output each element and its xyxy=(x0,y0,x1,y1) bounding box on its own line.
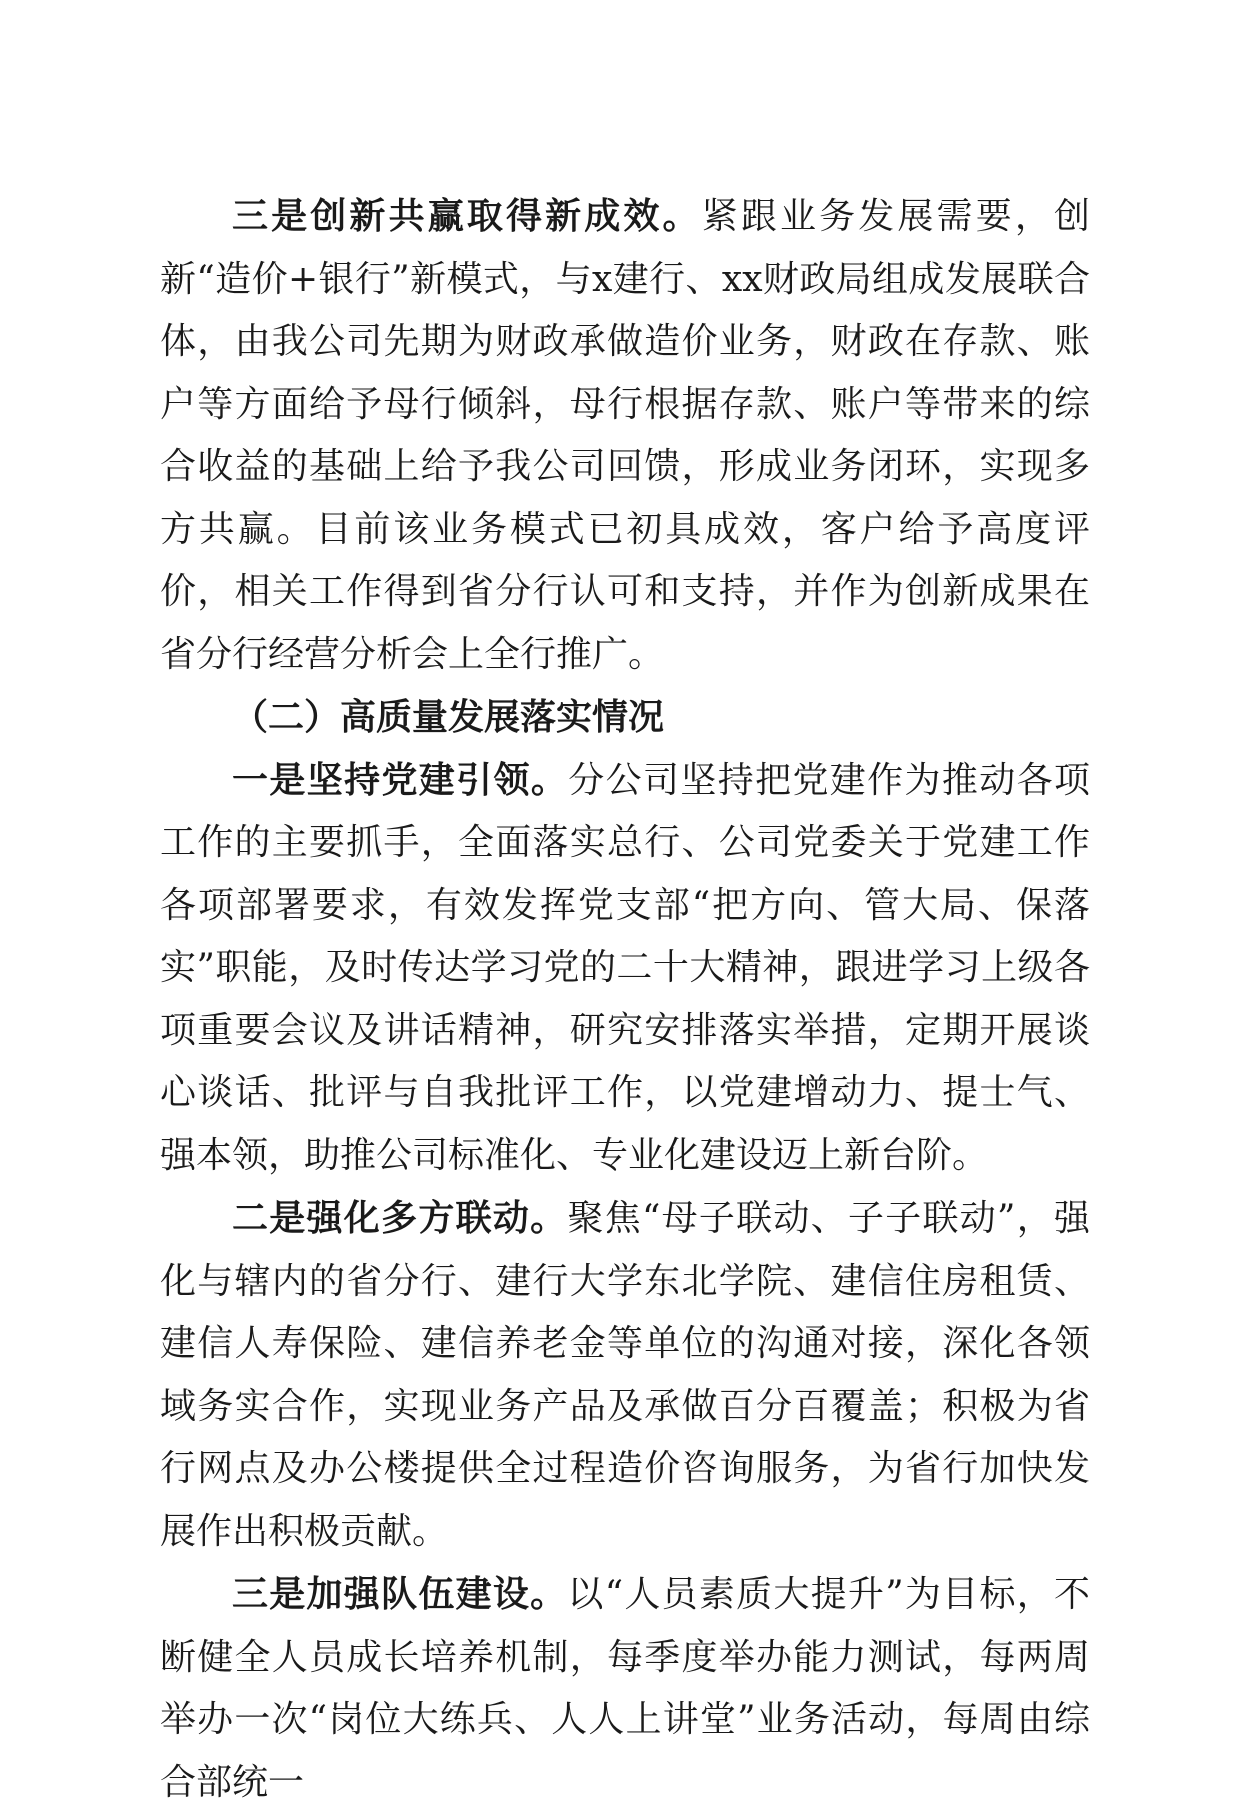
paragraph-party-building xyxy=(160,749,1090,1188)
paragraph-team-building xyxy=(160,1563,1090,1814)
paragraph-text: 紧跟业务发展需要，创新“造价+银行”新模式，与x建行、xx财政局组成发展联合体，由我公司先期为财政承做造价业务，财政在存款、账户等方面给予母行倾斜，母行根据存款、账户等带来的综合收益的基础上给予我公司回馈，形成业务闭环，实现多方共赢。目前该业务模式已初具成效，客户给予高度评价，相关工作得到省分行认可和支持，并作为创新成果在省分行经营分析会上全行推广。 xyxy=(160,196,1090,675)
paragraph-text: 分公司坚持把党建作为推动各项工作的主要抓手，全面落实总行、公司党委关于党建工作各项部署要求，有效发挥党支部“把方向、管大局、保落实”职能，及时传达学习党的二十大精神，跟进学习上级各项重要会议及讲话精神，研究安排落实举措，定期开展谈心谈话、批评与自我批评工作，以党建增动力、提士气、强本领，助推公司标准化、专业化建设迈上新台阶。 xyxy=(160,759,1090,1176)
section-heading: （二）高质量发展落实情况 xyxy=(232,696,665,738)
paragraph-lead: 三是创新共赢取得新成效。 xyxy=(232,195,702,237)
paragraph-innovation xyxy=(160,185,1090,686)
paragraph-lead: 二是强化多方联动。 xyxy=(232,1197,568,1239)
paragraph-text: 以“人员素质大提升”为目标，不断健全人员成长培养机制，每季度举办能力测试，每两周举办一次“岗位大练兵、人人上讲堂”业务活动，每周由综合部统一 xyxy=(160,1574,1090,1803)
paragraph-linkage xyxy=(160,1187,1090,1563)
paragraph-lead: 三是加强队伍建设。 xyxy=(232,1573,568,1615)
document-body xyxy=(160,185,1090,1814)
paragraph-lead: 一是坚持党建引领。 xyxy=(232,758,569,801)
paragraph-text: 聚焦“母子联动、子子联动”，强化与辖内的省分行、建行大学东北学院、建信住房租赁、建信人寿保险、建信养老金等单位的沟通对接，深化各领域务实合作，实现业务产品及承做百分百覆盖；积极为省行网点及办公楼提供全过程造价咨询服务，为省行加快发展作出积极贡献。 xyxy=(160,1198,1090,1552)
